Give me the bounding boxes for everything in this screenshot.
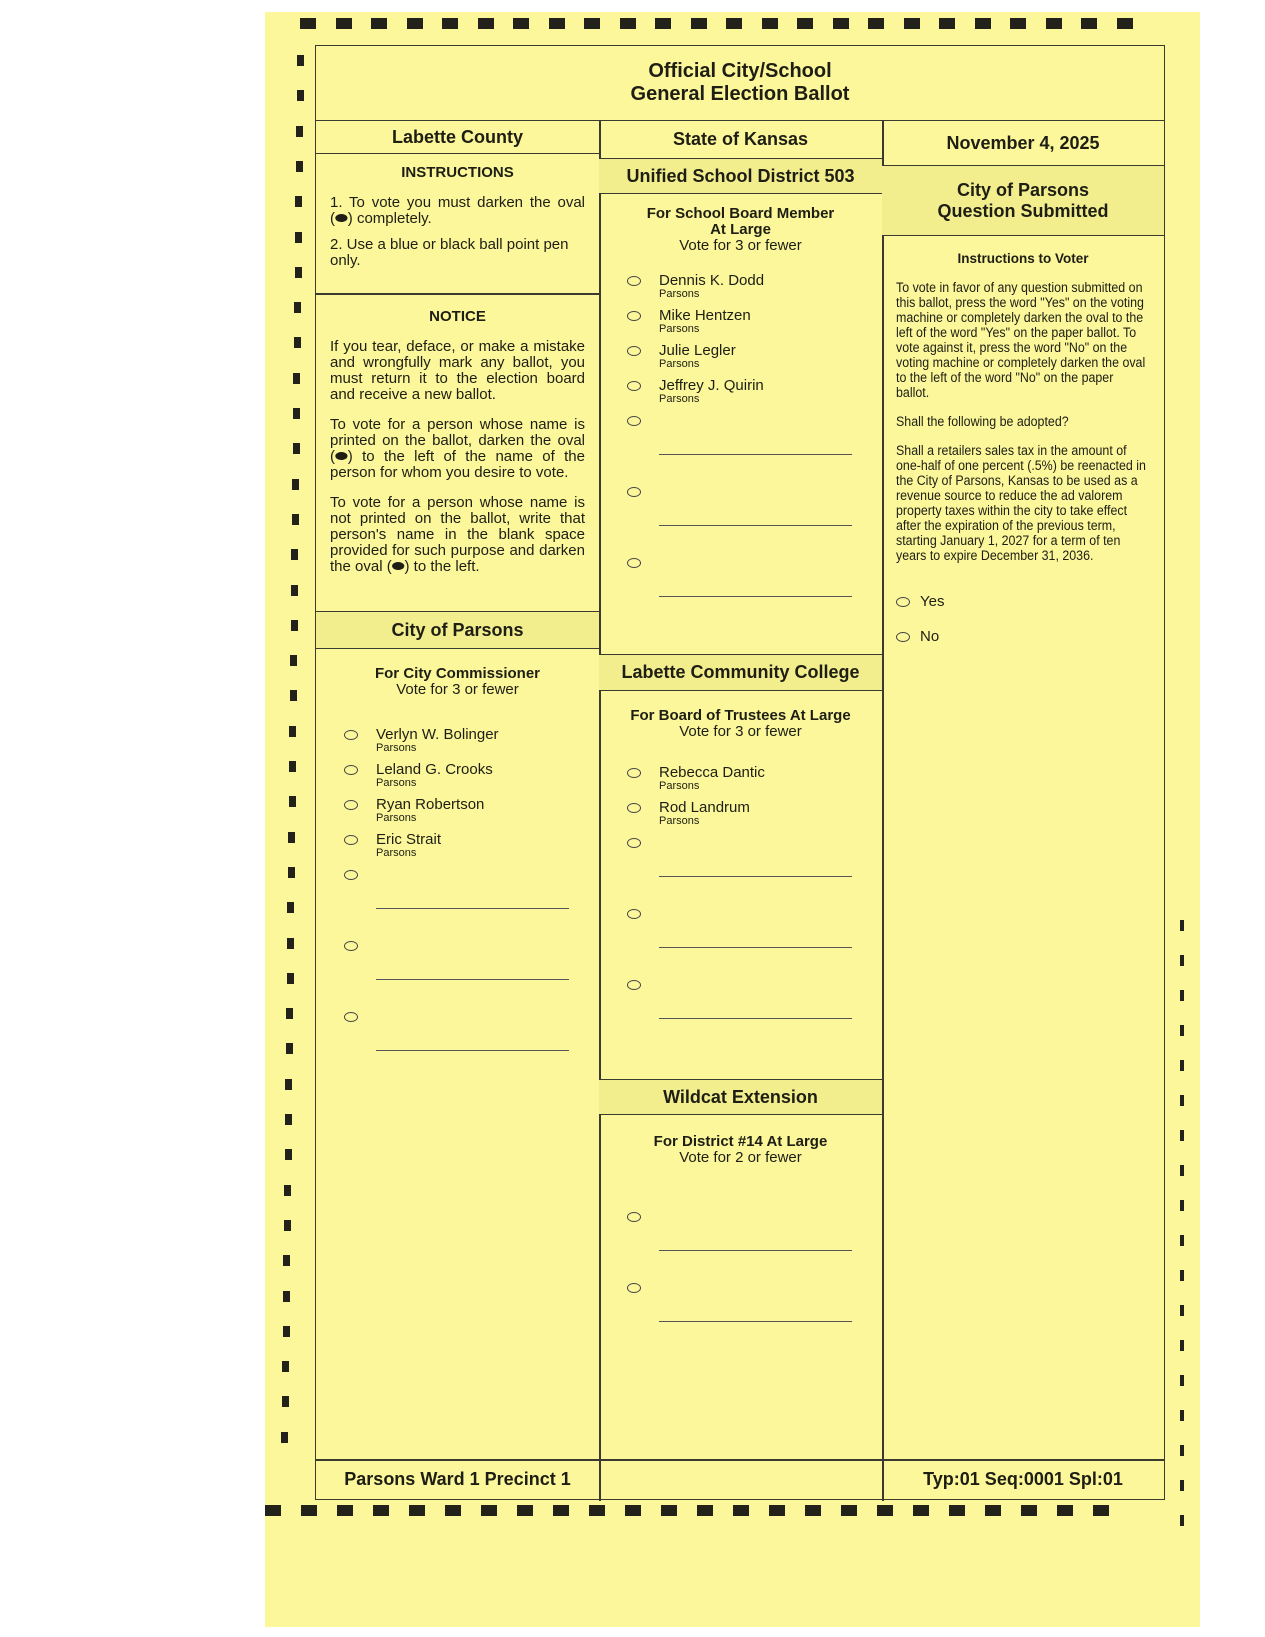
oval-icon[interactable] (627, 311, 641, 321)
write-in-option[interactable] (627, 905, 858, 975)
timing-mark (291, 549, 298, 560)
timing-mark (286, 1008, 293, 1019)
city-commissioner-race (316, 666, 599, 1086)
oval-icon[interactable] (896, 632, 910, 642)
timing-mark (1180, 1410, 1184, 1421)
timing-mark (291, 620, 298, 631)
timing-mark (949, 1505, 965, 1516)
race-title: For District #14 At Large (653, 1133, 828, 1150)
timing-mark (295, 267, 302, 278)
oval-icon[interactable] (627, 803, 641, 813)
timing-mark (1046, 18, 1062, 29)
timing-mark (1010, 18, 1026, 29)
timing-mark (288, 832, 295, 843)
timing-mark (294, 302, 301, 313)
timing-mark (287, 938, 294, 949)
timing-mark (985, 1505, 1001, 1516)
timing-mark (300, 18, 316, 29)
timing-mark (295, 232, 302, 243)
timing-mark (1180, 1305, 1184, 1316)
write-in-option[interactable] (627, 976, 858, 1046)
timing-mark (1180, 1200, 1184, 1211)
lcc-header: Labette Community College (599, 654, 882, 691)
title-line-1: Official City/School (648, 60, 832, 82)
oval-icon[interactable] (627, 487, 641, 497)
oval-icon[interactable] (627, 416, 641, 426)
timing-mark (294, 337, 301, 348)
timing-mark (589, 1505, 605, 1516)
notice-paragraph: To vote for a person whose name is printed on the ballot, darken the oval (⬬) to the left of the name of the person for whom you desire to vote. (330, 416, 585, 481)
voter-instructions-heading: Instructions to Voter (957, 251, 1089, 266)
ballot-title (316, 46, 1164, 121)
timing-mark (292, 514, 299, 525)
question-header (882, 166, 1164, 236)
timing-mark (904, 18, 920, 29)
timing-mark (292, 479, 299, 490)
oval-icon[interactable] (627, 838, 641, 848)
timing-mark (1180, 1375, 1184, 1386)
write-in-option[interactable] (627, 412, 858, 482)
oval-icon[interactable] (627, 768, 641, 778)
candidate-option[interactable] (344, 796, 575, 830)
timing-mark (1180, 1130, 1184, 1141)
timing-mark (939, 18, 955, 29)
candidate-name: Jeffrey J. Quirin (659, 377, 764, 394)
timing-mark (284, 1185, 291, 1196)
write-in-line[interactable] (659, 947, 852, 948)
usd-header: Unified School District 503 (599, 159, 882, 194)
write-in-line[interactable] (659, 876, 852, 877)
candidate-name: Rod Landrum (659, 799, 750, 816)
timing-mark (297, 55, 304, 66)
candidate-city: Parsons (659, 815, 700, 827)
timing-mark (289, 796, 296, 807)
timing-mark (283, 1291, 290, 1302)
timing-mark (553, 1505, 569, 1516)
write-in-line[interactable] (659, 1250, 852, 1251)
timing-mark (282, 1396, 289, 1407)
race-title: For Board of Trustees At Large (630, 707, 851, 724)
candidate-city: Parsons (376, 812, 417, 824)
candidate-name: Dennis K. Dodd (659, 272, 765, 289)
oval-icon[interactable] (344, 730, 358, 740)
timing-mark (442, 18, 458, 29)
oval-icon[interactable] (627, 381, 641, 391)
timing-mark (297, 90, 304, 101)
oval-icon[interactable] (344, 941, 358, 951)
candidate-option[interactable] (344, 726, 575, 760)
timing-mark (1180, 920, 1184, 931)
timing-mark (1180, 1515, 1184, 1526)
write-in-option[interactable] (344, 937, 575, 1007)
yes-label: Yes (920, 593, 945, 610)
timing-mark (285, 1149, 292, 1160)
write-in-line[interactable] (659, 454, 852, 455)
ballot-code: Typ:01 Seq:0001 Spl:01 (923, 1468, 1123, 1489)
timing-mark (296, 161, 303, 172)
timing-mark (1021, 1505, 1037, 1516)
timing-mark (445, 1505, 461, 1516)
timing-mark (287, 973, 294, 984)
candidate-city: Parsons (659, 288, 700, 300)
timing-mark (769, 1505, 785, 1516)
wildcat-header: Wildcat Extension (599, 1079, 882, 1115)
no-label: No (920, 628, 940, 645)
timing-mark (517, 1505, 533, 1516)
timing-mark (288, 867, 295, 878)
timing-mark (1180, 1445, 1184, 1456)
vote-for: Vote for 3 or fewer (679, 723, 802, 740)
oval-icon[interactable] (627, 346, 641, 356)
city-header: City of Parsons (316, 611, 599, 649)
vote-for: Vote for 3 or fewer (396, 681, 519, 698)
write-in-line[interactable] (376, 908, 569, 909)
candidate-city: Parsons (659, 780, 700, 792)
election-date: November 4, 2025 (882, 121, 1164, 166)
timing-mark (584, 18, 600, 29)
instruction-item: 2. Use a blue or black ball point pen only. (330, 236, 569, 269)
timing-mark (1180, 1165, 1184, 1176)
timing-mark (549, 18, 565, 29)
candidate-city: Parsons (376, 742, 417, 754)
question-heading-1: City of Parsons (956, 179, 1090, 200)
vote-for: Vote for 2 or fewer (679, 1149, 802, 1166)
write-in-option[interactable] (627, 1279, 858, 1349)
timing-mark (283, 1326, 290, 1337)
candidate-city: Parsons (376, 777, 417, 789)
timing-mark (762, 18, 778, 29)
write-in-line[interactable] (376, 1050, 569, 1051)
timing-mark (1180, 1235, 1184, 1246)
candidate-option[interactable] (627, 272, 858, 306)
timing-mark (1057, 1505, 1073, 1516)
state-header: State of Kansas (599, 121, 882, 159)
oval-icon[interactable] (344, 870, 358, 880)
timing-mark (287, 902, 294, 913)
oval-icon[interactable] (344, 800, 358, 810)
write-in-option[interactable] (344, 866, 575, 936)
timing-mark (841, 1505, 857, 1516)
timing-mark (877, 1505, 893, 1516)
oval-icon[interactable] (627, 909, 641, 919)
timing-mark (293, 443, 300, 454)
candidate-city: Parsons (376, 847, 417, 859)
vote-for: Vote for 3 or fewer (679, 237, 802, 254)
question-heading-2: Question Submitted (937, 200, 1109, 221)
candidate-name: Eric Strait (376, 831, 442, 848)
candidate-name: Verlyn W. Bolinger (376, 726, 499, 743)
notice-paragraph: To vote for a person whose name is not printed on the ballot, write that person's name in the blank space provided for such purpose and darken the oval (⬬) to the left. (330, 494, 585, 575)
notice-section (316, 308, 599, 575)
oval-icon[interactable] (627, 980, 641, 990)
timing-mark (481, 1505, 497, 1516)
timing-mark (373, 1505, 389, 1516)
instructions-heading: INSTRUCTIONS (401, 164, 514, 181)
candidate-name: Mike Hentzen (659, 307, 751, 324)
timing-mark (291, 585, 298, 596)
timing-mark (655, 18, 671, 29)
candidate-city: Parsons (659, 358, 700, 370)
notice-heading: NOTICE (429, 308, 486, 325)
timing-mark (805, 1505, 821, 1516)
instruction-item: 1. To vote you must darken the oval (⬬) completely. (330, 194, 585, 227)
timing-mark (336, 18, 352, 29)
timing-mark (285, 1079, 292, 1090)
timing-mark (293, 408, 300, 419)
timing-mark (407, 18, 423, 29)
timing-mark (1180, 1270, 1184, 1281)
write-in-option[interactable] (627, 834, 858, 904)
timing-mark (283, 1255, 290, 1266)
timing-mark (371, 18, 387, 29)
candidate-option[interactable] (344, 831, 575, 865)
timing-mark (661, 1505, 677, 1516)
timing-mark (286, 1043, 293, 1054)
timing-mark (1180, 955, 1184, 966)
write-in-option[interactable] (344, 1008, 575, 1078)
candidate-option[interactable] (344, 761, 575, 795)
oval-icon[interactable] (627, 1283, 641, 1293)
no-option[interactable] (896, 628, 1140, 662)
timing-mark (975, 18, 991, 29)
write-in-option[interactable] (627, 554, 858, 624)
district-race (599, 1134, 882, 1374)
oval-icon[interactable] (627, 276, 641, 286)
timing-mark (620, 18, 636, 29)
timing-mark (1093, 1505, 1109, 1516)
voter-instructions-text: To vote in favor of any question submitted on this ballot, press the word "Yes" on the voting machine or completely darken the oval to the left of the word "Yes" on the paper ballot. To vote against it, press the word "No" on the voting machine or completely darken the oval to the left of the word "No" on the paper ballot. (896, 280, 1146, 400)
write-in-option[interactable] (627, 1208, 858, 1278)
candidate-name: Rebecca Dantic (659, 764, 765, 781)
candidate-option[interactable] (627, 764, 858, 798)
question-section (882, 251, 1164, 663)
timing-mark (1180, 1340, 1184, 1351)
race-subtitle: At Large (710, 221, 771, 238)
timing-mark (726, 18, 742, 29)
oval-icon[interactable] (896, 597, 910, 607)
oval-icon[interactable] (627, 1212, 641, 1222)
divider (316, 293, 599, 295)
timing-mark (513, 18, 529, 29)
candidate-city: Parsons (659, 323, 700, 335)
timing-mark (281, 1432, 288, 1443)
candidate-option[interactable] (627, 307, 858, 341)
timing-mark (691, 18, 707, 29)
timing-mark (797, 18, 813, 29)
precinct-label: Parsons Ward 1 Precinct 1 (344, 1468, 571, 1489)
timing-mark (289, 726, 296, 737)
trustees-race (599, 708, 882, 1078)
timing-mark (296, 126, 303, 137)
oval-icon[interactable] (627, 558, 641, 568)
timing-mark (1180, 990, 1184, 1001)
timing-mark (1180, 1480, 1184, 1491)
write-in-line[interactable] (659, 596, 852, 597)
timing-mark (1081, 18, 1097, 29)
candidate-name: Julie Legler (659, 342, 736, 359)
write-in-line[interactable] (376, 979, 569, 980)
candidate-option[interactable] (627, 342, 858, 376)
timing-mark (733, 1505, 749, 1516)
timing-mark (1117, 18, 1133, 29)
candidate-option[interactable] (627, 799, 858, 833)
timing-mark (625, 1505, 641, 1516)
county-header: Labette County (316, 121, 599, 154)
write-in-line[interactable] (659, 525, 852, 526)
timing-mark (290, 690, 297, 701)
timing-mark (913, 1505, 929, 1516)
school-board-race (599, 206, 882, 646)
timing-mark (265, 1505, 281, 1516)
timing-mark (1180, 1095, 1184, 1106)
timing-mark (833, 18, 849, 29)
write-in-line[interactable] (659, 1018, 852, 1019)
timing-mark (478, 18, 494, 29)
race-title: For School Board Member (646, 205, 835, 222)
oval-icon[interactable] (344, 765, 358, 775)
timing-mark (868, 18, 884, 29)
timing-mark (1180, 1025, 1184, 1036)
timing-mark (1180, 1060, 1184, 1071)
write-in-line[interactable] (659, 1321, 852, 1322)
timing-mark (284, 1220, 291, 1231)
question-text: Shall a retailers sales tax in the amount of one-half of one percent (.5%) be reenacted in the City of Parsons, Kansas to be used as a revenue source to reduce the ad valorem property taxes within the city to take effect after the expiration of the previous term, starting January 1, 2027 for a term of ten years to expire December 31, 2036. (896, 443, 1146, 563)
timing-mark (290, 655, 297, 666)
notice-paragraph: If you tear, deface, or make a mistake and wrongfully mark any ballot, you must return it to the election board and receive a new ballot. (330, 338, 585, 403)
timing-mark (289, 761, 296, 772)
candidate-option[interactable] (627, 377, 858, 411)
oval-icon[interactable] (344, 835, 358, 845)
race-title: For City Commissioner (374, 665, 541, 682)
candidate-name: Leland G. Crooks (376, 761, 493, 778)
timing-mark (409, 1505, 425, 1516)
timing-mark (697, 1505, 713, 1516)
instructions-section (316, 164, 599, 294)
timing-mark (337, 1505, 353, 1516)
candidate-city: Parsons (659, 393, 700, 405)
timing-mark (293, 373, 300, 384)
oval-icon[interactable] (344, 1012, 358, 1022)
yes-option[interactable] (896, 593, 1140, 627)
title-line-2: General Election Ballot (630, 83, 850, 105)
question-prompt: Shall the following be adopted? (896, 414, 1069, 429)
timing-mark (282, 1361, 289, 1372)
ballot-frame (315, 45, 1165, 1500)
timing-mark (285, 1114, 292, 1125)
timing-mark (301, 1505, 317, 1516)
candidate-name: Ryan Robertson (376, 796, 485, 813)
write-in-option[interactable] (627, 483, 858, 553)
timing-mark (295, 196, 302, 207)
